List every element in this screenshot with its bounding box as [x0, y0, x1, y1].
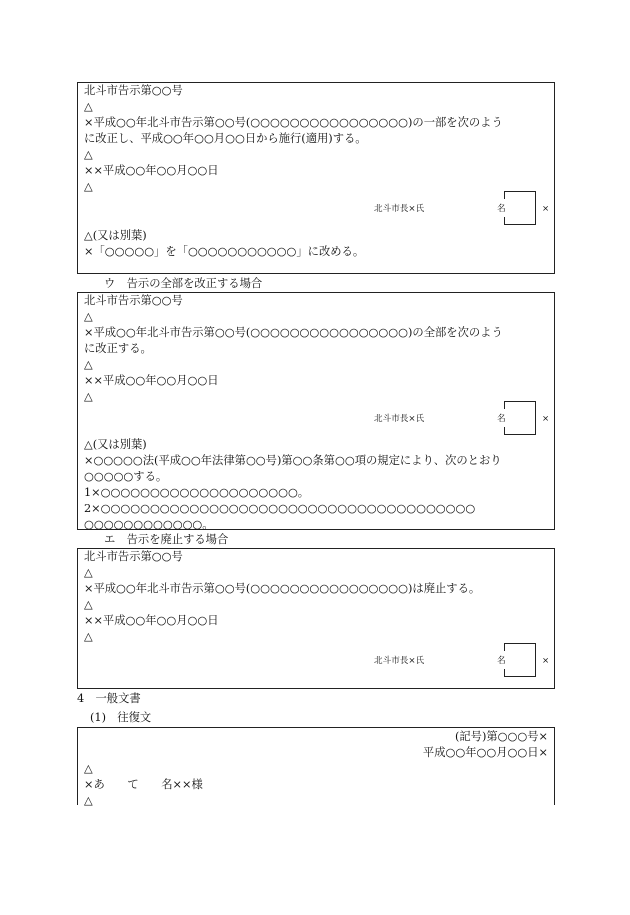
notice-body-line: に改正する。 [84, 342, 152, 355]
notice-body-line: に改正し、平成○○年○○月○○日から施行(適用)する。 [84, 132, 367, 145]
name-label: 名 [497, 656, 506, 666]
blank-marker: △ [84, 100, 93, 113]
notice-repeal-box [77, 548, 555, 689]
seal-box-icon [504, 643, 536, 677]
mayor-signature-block [78, 643, 554, 681]
notice-full-amendment-box [77, 292, 555, 530]
notice-date: ××平成○○年○○月○○日 [84, 614, 219, 627]
amendment-text: ○○○○○する。 [84, 470, 168, 483]
section-general-documents: 4 一般文書 [77, 692, 141, 705]
alt-sheet-note: △(又は別葉) [84, 438, 147, 451]
blank-marker: △ [84, 358, 93, 371]
subsection-correspondence: (1) 往復文 [90, 711, 152, 724]
notice-partial-amendment-box [77, 82, 555, 274]
blank-marker: △ [84, 180, 93, 193]
notice-body-line: ×平成○○年北斗市告示第○○号(○○○○○○○○○○○○○○○○)の全部を次のよう [84, 326, 503, 339]
notice-number: 北斗市告示第○○号 [84, 550, 183, 563]
amendment-item: 2×○○○○○○○○○○○○○○○○○○○○○○○○○○○○○○○○○○○○○○ [84, 502, 476, 515]
name-label: 名 [497, 414, 506, 424]
amendment-item: ○○○○○○○○○○○○。 [84, 518, 214, 531]
notice-date: ××平成○○年○○月○○日 [84, 374, 219, 387]
mayor-name: 北斗市長×氏 [374, 414, 425, 424]
document-date: 平成○○年○○月○○日× [422, 746, 548, 759]
blank-marker: △ [84, 390, 93, 403]
blank-marker: △ [84, 762, 93, 775]
amendment-text: ×○○○○○法(平成○○年法律第○○号)第○○条第○○項の規定により、次のとおり [84, 454, 502, 467]
blank-marker: △ [84, 630, 93, 643]
blank-marker: △ [84, 310, 93, 323]
amendment-item: 1×○○○○○○○○○○○○○○○○○○○○。 [84, 486, 310, 499]
blank-marker: △ [84, 566, 93, 579]
blank-marker: △ [84, 794, 93, 807]
space-marker: × [542, 414, 550, 424]
notice-number: 北斗市告示第○○号 [84, 294, 183, 307]
document-number: (記号)第○○○号× [454, 730, 548, 743]
heading-repeal: エ 告示を廃止する場合 [104, 533, 229, 546]
blank-marker: △ [84, 148, 93, 161]
notice-number: 北斗市告示第○○号 [84, 84, 183, 97]
alt-sheet-note: △(又は別葉) [84, 229, 147, 242]
heading-full-amendment: ウ 告示の全部を改正する場合 [104, 277, 263, 290]
space-marker: × [542, 656, 550, 666]
name-label: 名 [497, 204, 506, 214]
addressee-line: ×あ て 名××様 [84, 778, 203, 791]
seal-box-icon [504, 401, 536, 435]
mayor-name: 北斗市長×氏 [374, 656, 425, 666]
correspondence-box [77, 727, 555, 805]
notice-date: ××平成○○年○○月○○日 [84, 164, 219, 177]
blank-marker: △ [84, 598, 93, 611]
seal-box-icon [504, 191, 536, 225]
mayor-signature-block [78, 191, 554, 229]
space-marker: × [542, 204, 550, 214]
amendment-text: ×「○○○○○」を「○○○○○○○○○○○」に改める。 [84, 245, 365, 258]
mayor-name: 北斗市長×氏 [374, 204, 425, 214]
notice-body-line: ×平成○○年北斗市告示第○○号(○○○○○○○○○○○○○○○○)は廃止する。 [84, 582, 481, 595]
mayor-signature-block [78, 401, 554, 439]
notice-body-line: ×平成○○年北斗市告示第○○号(○○○○○○○○○○○○○○○○)の一部を次のよう [84, 116, 503, 129]
